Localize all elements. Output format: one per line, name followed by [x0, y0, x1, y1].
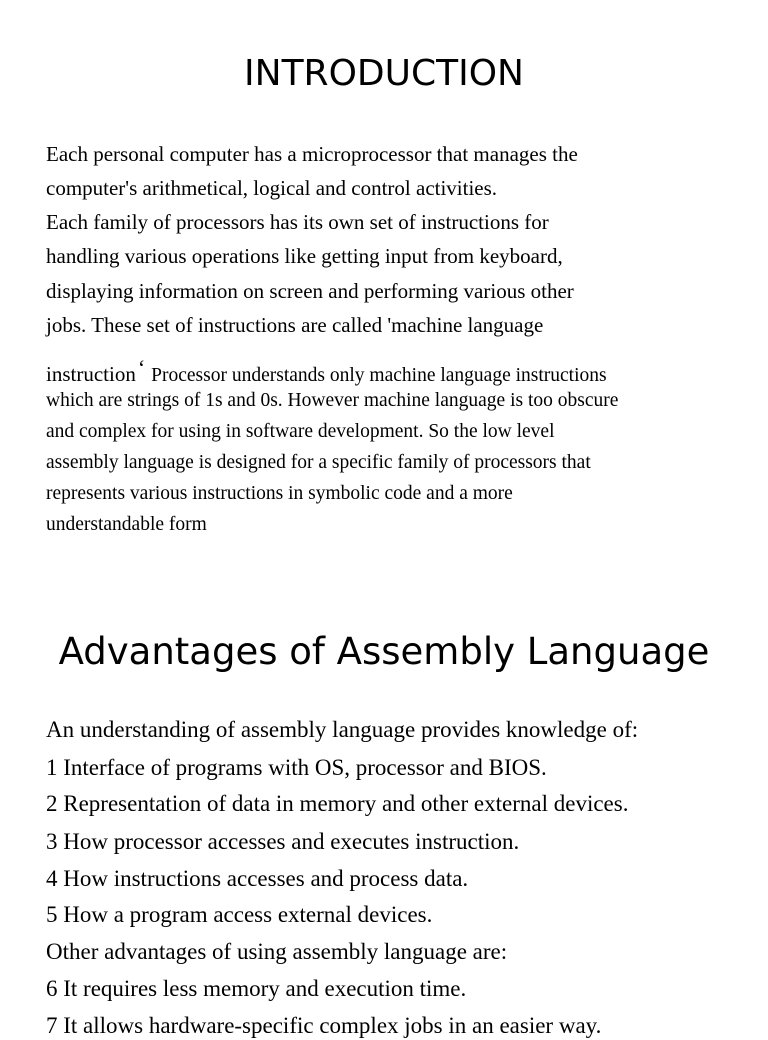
intro-line-5: displaying information on screen and performing various other: [46, 279, 574, 303]
introduction-heading: INTRODUCTION: [244, 53, 524, 94]
adv-item-3: 3 How processor accesses and executes instruction.: [46, 829, 520, 854]
adv-item-5: 5 How a program access external devices.: [46, 902, 433, 927]
adv-item-4: 4 How instructions accesses and process data.: [46, 866, 469, 891]
intro-line-7: [46, 355, 607, 388]
intro-line-4: handling various operations like getting input from keyboard,: [46, 244, 563, 268]
intro-line-8: which are strings of 1s and 0s. However machine language is too obscure: [46, 390, 619, 411]
intro-line-10: assembly language is designed for a specific family of processors that: [46, 452, 591, 473]
adv-line-intro: An understanding of assembly language provides knowledge of:: [46, 717, 639, 742]
intro-line-9: and complex for using in software development. So the low level: [46, 421, 555, 442]
intro-line-11: represents various instructions in symbolic code and a more: [46, 483, 513, 504]
intro-line-1: Each personal computer has a microprocessor that manages the: [46, 142, 578, 166]
quote-mark: ‘: [137, 355, 146, 380]
adv-item-2: 2 Representation of data in memory and other external devices.: [46, 791, 629, 816]
intro-line-12: understandable form: [46, 514, 207, 535]
intro-line-7-start: instruction: [46, 362, 136, 386]
intro-line-7-rest: Processor understands only machine language instructions: [151, 365, 607, 386]
intro-line-6: jobs. These set of instructions are called 'machine language: [46, 313, 544, 337]
adv-line-other: Other advantages of using assembly language are:: [46, 939, 508, 964]
adv-item-6: 6 It requires less memory and execution time.: [46, 976, 467, 1001]
adv-item-1: 1 Interface of programs with OS, processor and BIOS.: [46, 755, 547, 780]
intro-line-2: computer's arithmetical, logical and control activities.: [46, 176, 498, 200]
advantages-heading: Advantages of Assembly Language: [58, 630, 710, 673]
intro-line-3: Each family of processors has its own set of instructions for: [46, 210, 549, 234]
adv-item-7: 7 It allows hardware-specific complex jobs in an easier way.: [46, 1013, 602, 1038]
